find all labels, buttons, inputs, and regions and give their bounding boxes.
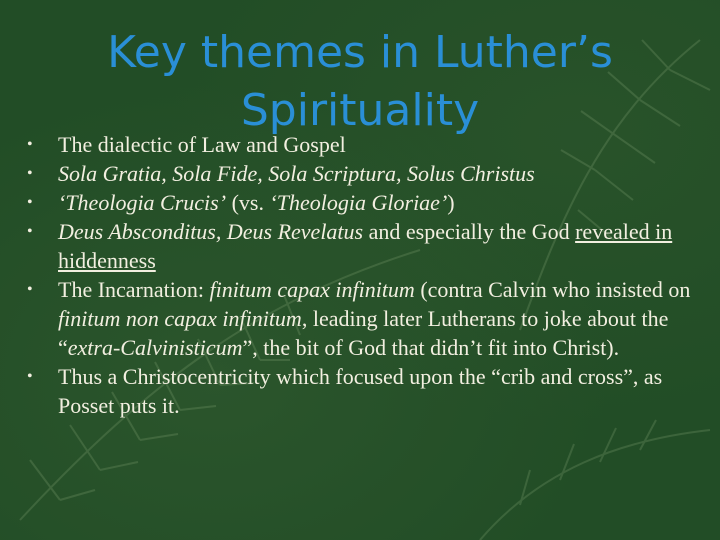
bullet-theologia-crucis	[0, 188, 720, 217]
bullet-text: The dialectic of Law and Gospel	[58, 132, 346, 157]
bullet-dot-icon: •	[27, 281, 33, 298]
bullet-deus-absconditus	[0, 217, 720, 275]
bullet-dot-icon: •	[27, 165, 33, 182]
bullet-law-gospel	[0, 130, 720, 159]
bullet-text: Sola Gratia, Sola Fide, Sola Scriptura, Solus Christus	[58, 161, 535, 186]
bullet-text: (contra Calvin who insisted on	[414, 277, 691, 302]
bullet-dot-icon: •	[27, 368, 33, 385]
bullet-text: (vs.	[226, 190, 270, 215]
bullet-text-italic: finitum non capax infinitum	[58, 306, 302, 331]
bullet-text: and especially the God	[363, 219, 576, 244]
bullet-text: )	[447, 190, 455, 215]
bullet-dot-icon: •	[27, 194, 33, 211]
bullet-text: Thus a Christocentricity which focused upon the “crib and cross”, as Posset puts it.	[58, 364, 663, 418]
slide-title: Key themes in Luther’s Spirituality	[107, 27, 613, 136]
bullet-text-italic: ‘Theologia Crucis’	[58, 190, 227, 215]
bullet-dot-icon: •	[27, 223, 33, 240]
bullet-list	[0, 130, 720, 420]
bullet-text-italic: extra-Calvinisticum	[67, 335, 243, 360]
bullet-text-italic: Deus Absconditus, Deus Revelatus	[58, 219, 364, 244]
bullet-incarnation	[0, 275, 720, 362]
bullet-dot-icon: •	[27, 136, 33, 153]
bullet-text-underlined: revealed in hiddenness	[58, 219, 673, 273]
bullet-text: The Incarnation:	[58, 277, 210, 302]
bullet-christocentricity	[0, 362, 720, 420]
bullet-text: , leading later Lutherans to joke about the “	[58, 306, 669, 360]
bullet-text-italic: ‘Theologia Gloriae’	[269, 190, 448, 215]
bullet-text-italic: finitum capax infinitum	[209, 277, 415, 302]
bullet-solas	[0, 159, 720, 188]
bullet-text: ”, the bit of God that didn’t fit into Christ).	[242, 335, 620, 360]
